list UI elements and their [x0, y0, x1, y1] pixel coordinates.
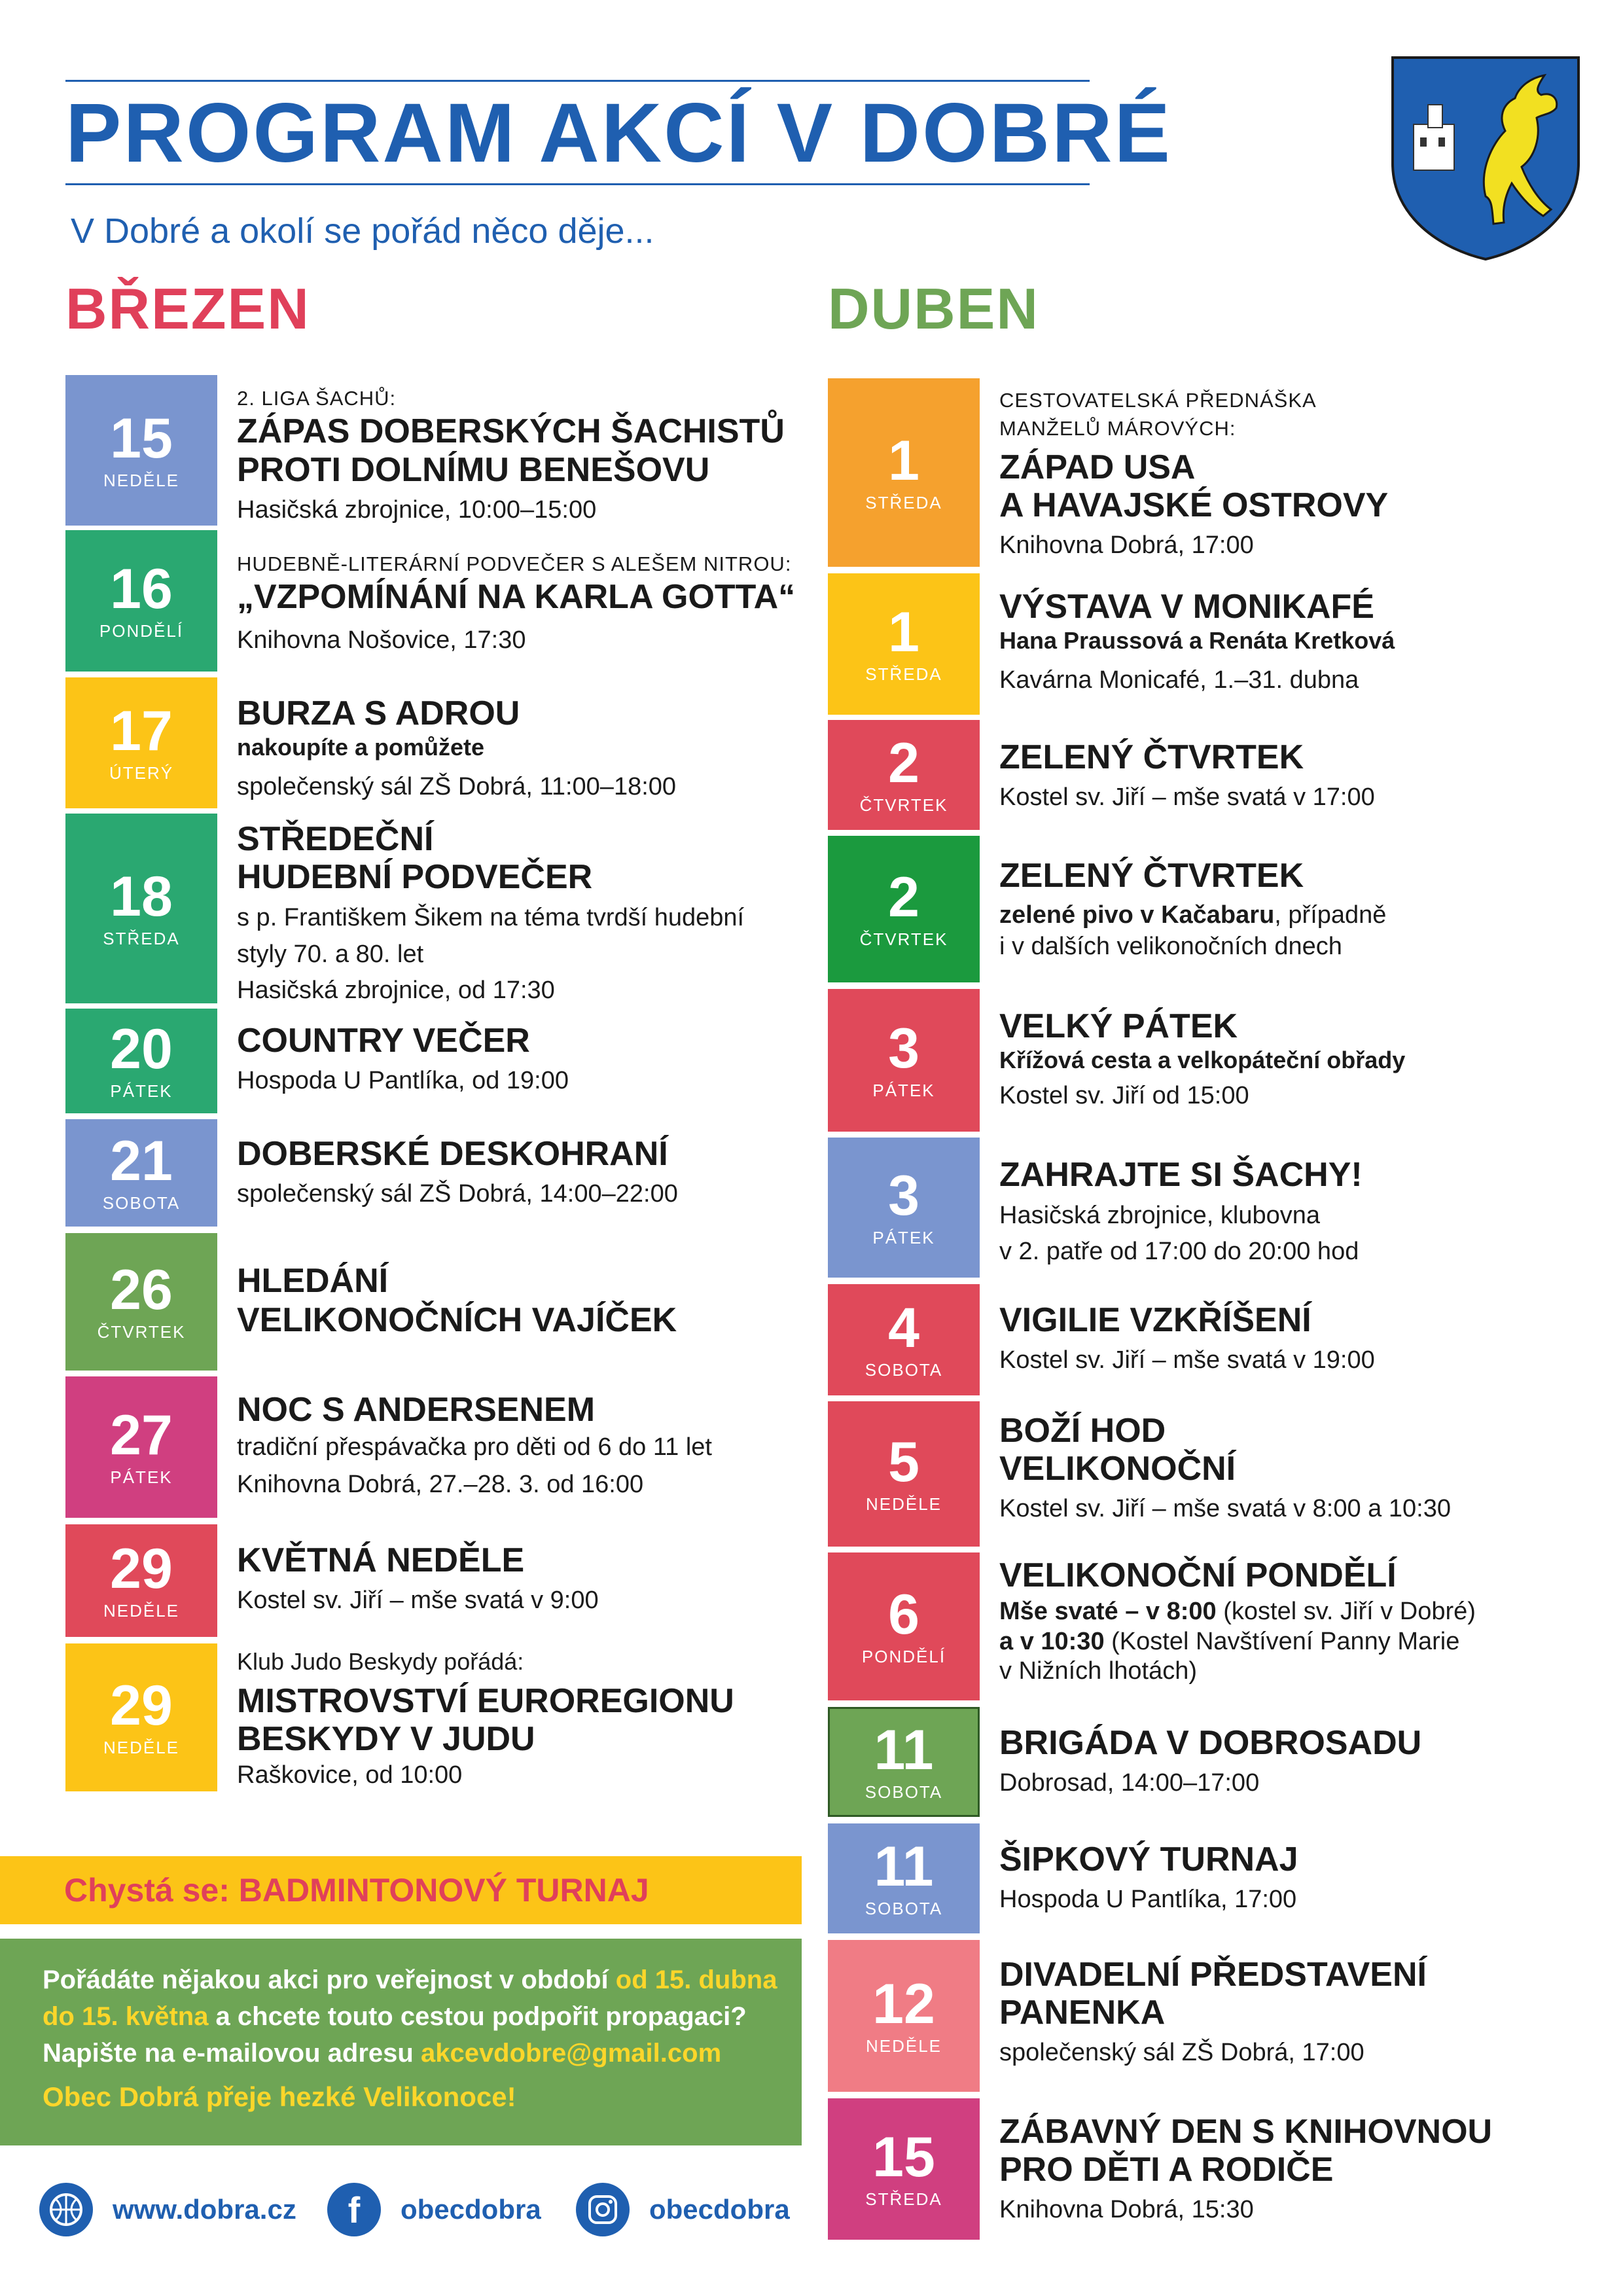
- event-desc: tradiční přespávačka pro děti od 6 do 11 let Knihovna Dobrá, 27.–28. 3. od 16:00: [237, 1433, 712, 1499]
- date-box: [65, 1233, 217, 1371]
- footer-instagram[interactable]: [576, 2183, 790, 2236]
- event-weekday: STŘEDA: [865, 492, 942, 512]
- event-day: 27: [110, 1403, 173, 1467]
- footer-facebook[interactable]: [327, 2183, 541, 2236]
- date-box: [828, 573, 980, 715]
- event-day: 16: [110, 557, 173, 620]
- top-rule: [65, 80, 1090, 82]
- bottom-rule: [65, 183, 1090, 185]
- event-desc: Kostel sv. Jiří od 15:00: [999, 1082, 1249, 1110]
- event-title: VELKÝ PÁTEK: [999, 1007, 1238, 1045]
- date-box: [828, 1940, 980, 2092]
- event-desc-2: (Kostel Navštívení Panny Marie v Nižních lhotách): [999, 1627, 1460, 1685]
- date-box: [828, 720, 980, 830]
- event-desc: Kostel sv. Jiří – mše svatá v 19:00: [999, 1346, 1375, 1374]
- upcoming-banner: [0, 1856, 802, 1924]
- event-weekday: PÁTEK: [872, 1227, 935, 1247]
- event-weekday: PONDĚLÍ: [99, 620, 184, 641]
- event-day: 5: [888, 1430, 919, 1494]
- coat-of-arms-icon: [1387, 52, 1584, 262]
- date-box: [65, 814, 217, 1003]
- event-desc-bold-2: a v 10:30: [999, 1627, 1105, 1655]
- event-day: 17: [110, 699, 173, 762]
- date-box: [65, 1643, 217, 1791]
- event-title: „VZPOMÍNÁNÍ NA KARLA GOTTA“: [237, 578, 796, 617]
- event-desc: Kavárna Monicafé, 1.–31. dubna: [999, 666, 1359, 694]
- date-box: [828, 1823, 980, 1933]
- event-title: DIVADELNÍ PŘEDSTAVENÍ PANENKA: [999, 1956, 1427, 2032]
- date-box: [65, 375, 217, 526]
- event-title: COUNTRY VEČER: [237, 1022, 530, 1060]
- event-title: ZÁBAVNÝ DEN S KNIHOVNOU PRO DĚTI A RODIČE: [999, 2113, 1493, 2189]
- date-box: [65, 1119, 217, 1227]
- event-title: NOC S ANDERSENEM: [237, 1391, 596, 1429]
- event-day: 11: [874, 1718, 934, 1782]
- date-box: [828, 1707, 980, 1817]
- facebook-icon: f: [327, 2183, 381, 2236]
- event-day: 29: [110, 1674, 173, 1737]
- notice-text-2: a chcete touto cestou podpořit propagaci? Napište na e-mailovou adresu: [43, 2002, 747, 2068]
- event-weekday: NEDĚLE: [865, 1494, 942, 1514]
- event-day: 2: [888, 865, 919, 929]
- event-desc: , případně i v dalších velikonočních dnech: [999, 901, 1387, 960]
- event-weekday: SOBOTA: [865, 1359, 943, 1380]
- date-box: [65, 1376, 217, 1518]
- event-desc: společenský sál ZŠ Dobrá, 17:00: [999, 2039, 1364, 2067]
- basketball-icon: [39, 2183, 93, 2236]
- instagram-icon: [576, 2183, 630, 2236]
- page-subtitle: V Dobré a okolí se pořád něco děje...: [71, 211, 654, 251]
- event-weekday: ČTVRTEK: [859, 795, 948, 815]
- event-weekday: NEDĚLE: [865, 2036, 942, 2056]
- event-weekday: ČTVRTEK: [97, 1321, 186, 1342]
- footer-instagram-label[interactable]: obecdobra: [649, 2194, 790, 2225]
- event-pretitle: 2. LIGA ŠACHŮ:: [237, 387, 397, 410]
- event-desc: společenský sál ZŠ Dobrá, 14:00–22:00: [237, 1180, 678, 1208]
- event-weekday: PÁTEK: [872, 1080, 935, 1100]
- month-april-heading: DUBEN: [828, 276, 1039, 341]
- event-title: ZÁPAD USA A HAVAJSKÉ OSTROVY: [999, 448, 1389, 525]
- event-desc: Dobrosad, 14:00–17:00: [999, 1769, 1260, 1797]
- event-weekday: NEDĚLE: [103, 470, 180, 490]
- event-desc: společenský sál ZŠ Dobrá, 11:00–18:00: [237, 773, 677, 801]
- event-desc: Kostel sv. Jiří – mše svatá v 17:00: [999, 783, 1375, 812]
- date-box: [65, 530, 217, 672]
- event-weekday: NEDĚLE: [103, 1600, 180, 1621]
- event-day: 3: [888, 1016, 919, 1080]
- date-box: [828, 1552, 980, 1700]
- event-day: 2: [888, 731, 919, 795]
- date-box: [65, 677, 217, 808]
- event-title: VELIKONOČNÍ PONDĚLÍ: [999, 1556, 1397, 1594]
- date-box: [828, 1138, 980, 1278]
- page-title: PROGRAM AKCÍ V DOBRÉ: [65, 86, 1172, 180]
- upcoming-text: Chystá se: BADMINTONOVÝ TURNAJ: [64, 1872, 649, 1909]
- event-title: ZÁPAS DOBERSKÝCH ŠACHISTŮ PROTI DOLNÍMU BENEŠOVU: [237, 412, 785, 489]
- event-title: MISTROVSTVÍ EUROREGIONU BESKYDY V JUDU: [237, 1681, 734, 1758]
- event-day: 18: [110, 865, 173, 928]
- event-title: ZELENÝ ČTVRTEK: [999, 857, 1304, 895]
- event-day: 1: [888, 600, 919, 664]
- event-pretitle: HUDEBNĚ-LITERÁRNÍ PODVEČER S ALEŠEM NITROU:: [237, 552, 792, 575]
- event-day: 15: [110, 406, 173, 470]
- event-desc: Kostel sv. Jiří – mše svatá v 9:00: [237, 1587, 599, 1615]
- notice-box: [0, 1939, 802, 2145]
- event-weekday: PÁTEK: [110, 1081, 173, 1101]
- event-title: BURZA S ADROU: [237, 694, 520, 732]
- event-note: Křížová cesta a velkopáteční obřady: [999, 1047, 1406, 1074]
- date-box: [828, 989, 980, 1132]
- event-day: 26: [110, 1258, 173, 1321]
- date-box: [828, 378, 980, 567]
- event-desc: Knihovna Nošovice, 17:30: [237, 626, 526, 654]
- notice-email-link[interactable]: akcevdobre@gmail.com: [420, 2039, 722, 2068]
- event-desc-bold: Mše svaté – v 8:00: [999, 1598, 1217, 1626]
- notice-text: [43, 1962, 782, 2072]
- event-note: nakoupíte a pomůžete: [237, 734, 485, 761]
- event-title: HLEDÁNÍ VELIKONOČNÍCH VAJÍČEK: [237, 1262, 677, 1339]
- date-box: [828, 2098, 980, 2240]
- event-weekday: PONDĚLÍ: [861, 1646, 946, 1666]
- event-day: 6: [888, 1583, 919, 1646]
- event-day: 20: [110, 1017, 173, 1081]
- notice-wish: Obec Dobrá přeje hezké Velikonoce!: [43, 2081, 516, 2112]
- event-weekday: SOBOTA: [102, 1193, 181, 1213]
- event-desc-wrap: [999, 1597, 1575, 1687]
- event-title: BRIGÁDA V DOBROSADU: [999, 1724, 1422, 1762]
- event-title: DOBERSKÉ DESKOHRANÍ: [237, 1135, 668, 1173]
- event-desc: Hasičská zbrojnice, klubovna v 2. patře od 17:00 do 20:00 hod: [999, 1202, 1359, 1266]
- event-day: 12: [872, 1972, 935, 2036]
- notice-period: od 15. dubna do 15. května: [43, 1965, 777, 2031]
- event-title: ŠIPKOVÝ TURNAJ: [999, 1840, 1298, 1878]
- event-desc: Raškovice, od 10:00: [237, 1761, 463, 1789]
- event-desc: Knihovna Dobrá, 15:30: [999, 2196, 1254, 2224]
- event-title: KVĚTNÁ NEDĚLE: [237, 1541, 525, 1579]
- date-box: [65, 1009, 217, 1113]
- event-weekday: ČTVRTEK: [859, 929, 948, 949]
- event-desc-bold: zelené pivo v Kačabaru: [999, 901, 1275, 929]
- event-desc: Hasičská zbrojnice, 10:00–15:00: [237, 495, 597, 524]
- event-weekday: NEDĚLE: [103, 1737, 180, 1757]
- event-weekday: ÚTERÝ: [109, 762, 174, 783]
- date-box: [828, 836, 980, 982]
- event-desc: s p. Františkem Šikem na téma tvrdší hudební styly 70. a 80. let Hasičská zbrojnice, od 17:30: [237, 904, 745, 1004]
- event-title: VÝSTAVA V MONIKAFÉ: [999, 588, 1374, 626]
- event-day: 4: [888, 1296, 919, 1359]
- event-title: VIGILIE VZKŘÍŠENÍ: [999, 1301, 1311, 1339]
- event-day: 1: [888, 429, 919, 492]
- event-day: 3: [888, 1164, 919, 1227]
- event-title: STŘEDEČNÍ HUDEBNÍ PODVEČER: [237, 820, 593, 897]
- event-weekday: PÁTEK: [110, 1467, 173, 1487]
- event-title: ZAHRAJTE SI ŠACHY!: [999, 1156, 1363, 1194]
- event-desc-wrap: [999, 900, 1575, 962]
- event-title: BOŽÍ HOD VELIKONOČNÍ: [999, 1412, 1236, 1488]
- event-title: ZELENÝ ČTVRTEK: [999, 738, 1304, 776]
- footer-facebook-label[interactable]: obecdobra: [401, 2194, 541, 2225]
- event-weekday: STŘEDA: [103, 928, 180, 948]
- event-day: 11: [874, 1835, 934, 1898]
- event-weekday: SOBOTA: [865, 1782, 943, 1802]
- event-note: Hana Praussová a Renáta Kretková: [999, 627, 1395, 655]
- event-desc: Hospoda U Pantlíka, 17:00: [999, 1886, 1297, 1914]
- event-day: 21: [110, 1129, 173, 1193]
- event-pretitle: CESTOVATELSKÁ PŘEDNÁŠKA MANŽELŮ MÁROVÝCH:: [999, 389, 1317, 440]
- event-desc: Hospoda U Pantlíka, od 19:00: [237, 1067, 569, 1095]
- event-desc: Knihovna Dobrá, 17:00: [999, 531, 1254, 560]
- event-day: 29: [110, 1537, 173, 1600]
- event-pretitle: Klub Judo Beskydy pořádá:: [237, 1648, 524, 1675]
- event-weekday: STŘEDA: [865, 2189, 942, 2209]
- date-box: [65, 1524, 217, 1637]
- event-desc: Kostel sv. Jiří – mše svatá v 8:00 a 10:30: [999, 1495, 1451, 1523]
- event-weekday: STŘEDA: [865, 664, 942, 684]
- notice-text-1: Pořádáte nějakou akci pro veřejnost v období: [43, 1965, 616, 1994]
- footer-web[interactable]: [39, 2183, 296, 2236]
- event-weekday: SOBOTA: [865, 1898, 943, 1918]
- footer-web-label[interactable]: www.dobra.cz: [113, 2194, 296, 2225]
- date-box: [828, 1401, 980, 1547]
- month-march-heading: BŘEZEN: [65, 276, 310, 341]
- event-day: 15: [872, 2125, 935, 2189]
- date-box: [828, 1284, 980, 1395]
- event-desc: (kostel sv. Jiří v Dobré): [1216, 1598, 1476, 1626]
